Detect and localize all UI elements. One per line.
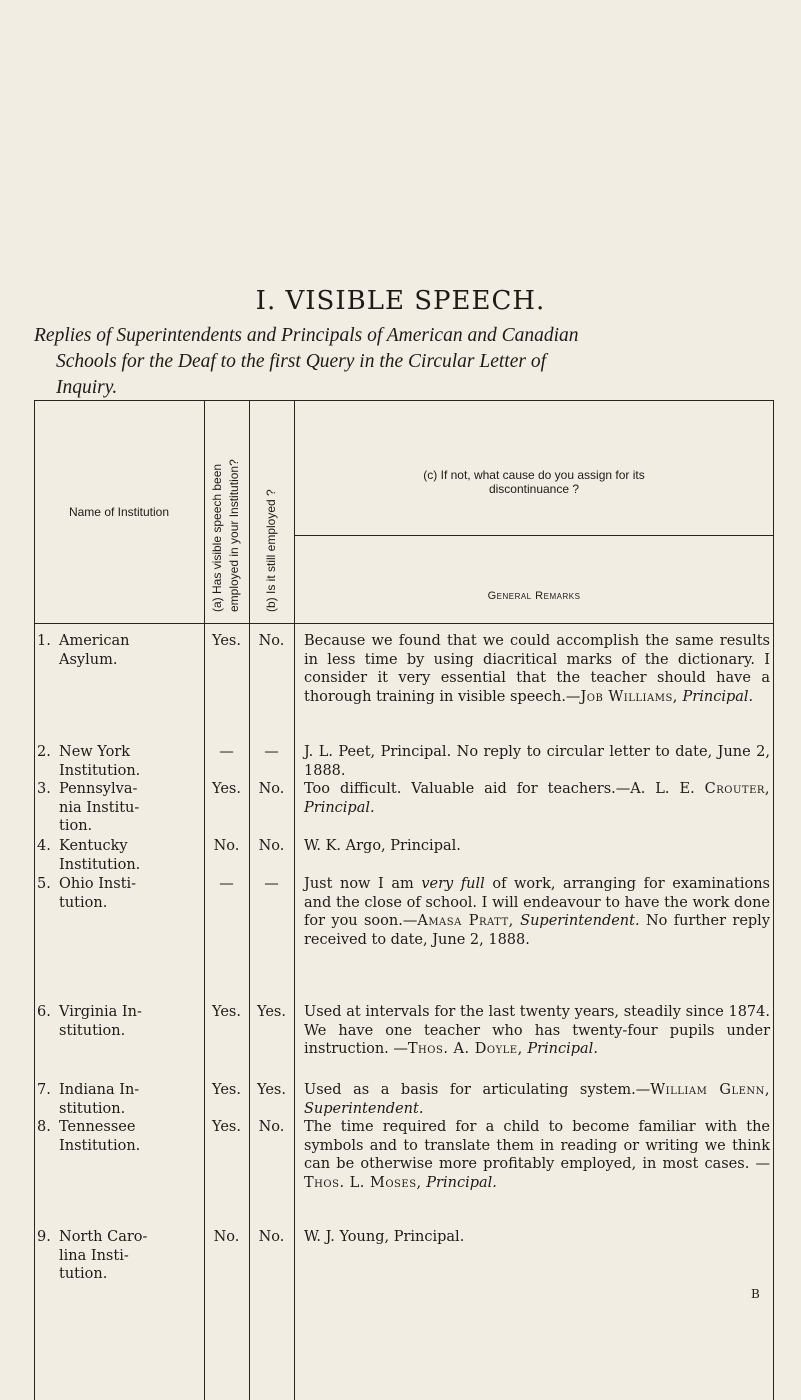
answer-a: Yes.	[212, 633, 241, 649]
remark: J. L. Peet, Principal. No reply to circular letter to date, June 2, 1888.	[304, 744, 770, 779]
answer-a: Yes.	[212, 1082, 241, 1098]
answer-b: No.	[258, 1229, 285, 1245]
answer-b: —	[264, 876, 279, 892]
subtitle-line-3: Inquiry.	[56, 377, 118, 398]
answer-b: Yes.	[257, 1004, 286, 1020]
answer-a: —	[219, 876, 234, 892]
page-title: I. VISIBLE SPEECH.	[255, 286, 546, 316]
remark: Used at intervals for the last twenty years, steadily since 1874. We have one teacher who has twenty-four pupils under instruction. —Thos. A. Doyle, Principal.	[304, 1004, 770, 1057]
table-row-name: 7. Indiana In- stitution.	[37, 1082, 140, 1117]
table-row-name: 1. American Asylum.	[37, 633, 130, 668]
remark: W. K. Argo, Principal.	[304, 838, 461, 854]
header-a-line2: employed in your Institution?	[227, 459, 241, 612]
table-row-name: 9. North Caro- lina Insti- tution.	[37, 1229, 148, 1282]
table-row-name: 5. Ohio Insti- tution.	[37, 876, 137, 911]
remark: Used as a basis for articulating system.—William Glenn, Superintendent.	[304, 1082, 770, 1117]
table-row-name: 6. Virginia In- stitution.	[37, 1004, 142, 1039]
subtitle-line-1: Replies of Superintendents and Principals of American and Canadian	[34, 325, 579, 346]
subtitle	[34, 323, 774, 401]
answer-a: No.	[213, 1229, 240, 1245]
answer-a: Yes.	[212, 1004, 241, 1020]
answer-b: No.	[258, 781, 285, 797]
table-right-rule	[773, 400, 774, 1400]
col-c-rule	[294, 400, 295, 1400]
header-general-remarks: General Remarks	[487, 590, 581, 602]
answer-b: No.	[258, 633, 285, 649]
answer-b: No.	[258, 1119, 285, 1135]
subtitle-line-2: Schools for the Deaf to the first Query in the Circular Letter of	[56, 351, 546, 372]
remark: Too difficult. Valuable aid for teachers.—A. L. E. Crouter, Principal.	[304, 781, 771, 816]
col-b-rule	[249, 400, 250, 1400]
answer-b: Yes.	[257, 1082, 286, 1098]
answer-a: No.	[213, 838, 240, 854]
table-row-name: 3. Pennsylva- nia Institu- tion.	[37, 781, 140, 834]
header-name-of-institution: Name of Institution	[68, 504, 170, 519]
header-split-rule	[294, 535, 774, 536]
remark: The time required for a child to become familiar with the symbols and to translate them in reading or writing we think can be otherwise more profitably employed, in most cases. —Thos. L. Moses, Principal.	[304, 1119, 770, 1191]
table-row-name: 2. New York Institution.	[37, 744, 141, 779]
remark: Because we found that we could accomplish the same results in less time by using diacritical marks of the dictionary. I consider it very essential that the teacher should have a thorough training in visible speech.—Job Williams, Principal.	[304, 633, 770, 705]
replies-table	[34, 400, 774, 1400]
header-b: (b) Is it still employed ?	[264, 489, 278, 612]
header-bottom-rule	[34, 623, 774, 624]
page-signature-mark: B	[751, 1287, 760, 1301]
answer-b: —	[264, 744, 279, 760]
remark: Just now I am very full of work, arranging for examinations and the close of school. I will endeavour to have the work done for you soon.—Amasa Pratt, Superintendent. No further reply received to date, June 2, 1888.	[304, 876, 771, 948]
header-a-line1: (a) Has visible speech been	[210, 463, 224, 612]
table-row-name: 4. Kentucky Institution.	[37, 838, 141, 873]
answer-a: Yes.	[212, 1119, 241, 1135]
header-c-line2: discontinuance ?	[488, 482, 580, 496]
table-row-name: 8. Tennessee Institution.	[37, 1119, 141, 1154]
answer-a: Yes.	[212, 781, 241, 797]
header-c	[294, 468, 774, 496]
answer-a: —	[219, 744, 234, 760]
col-a-rule	[204, 400, 205, 1400]
remark: W. J. Young, Principal.	[304, 1229, 465, 1245]
answer-b: No.	[258, 838, 285, 854]
header-c-line1: (c) If not, what cause do you assign for its	[423, 468, 645, 482]
